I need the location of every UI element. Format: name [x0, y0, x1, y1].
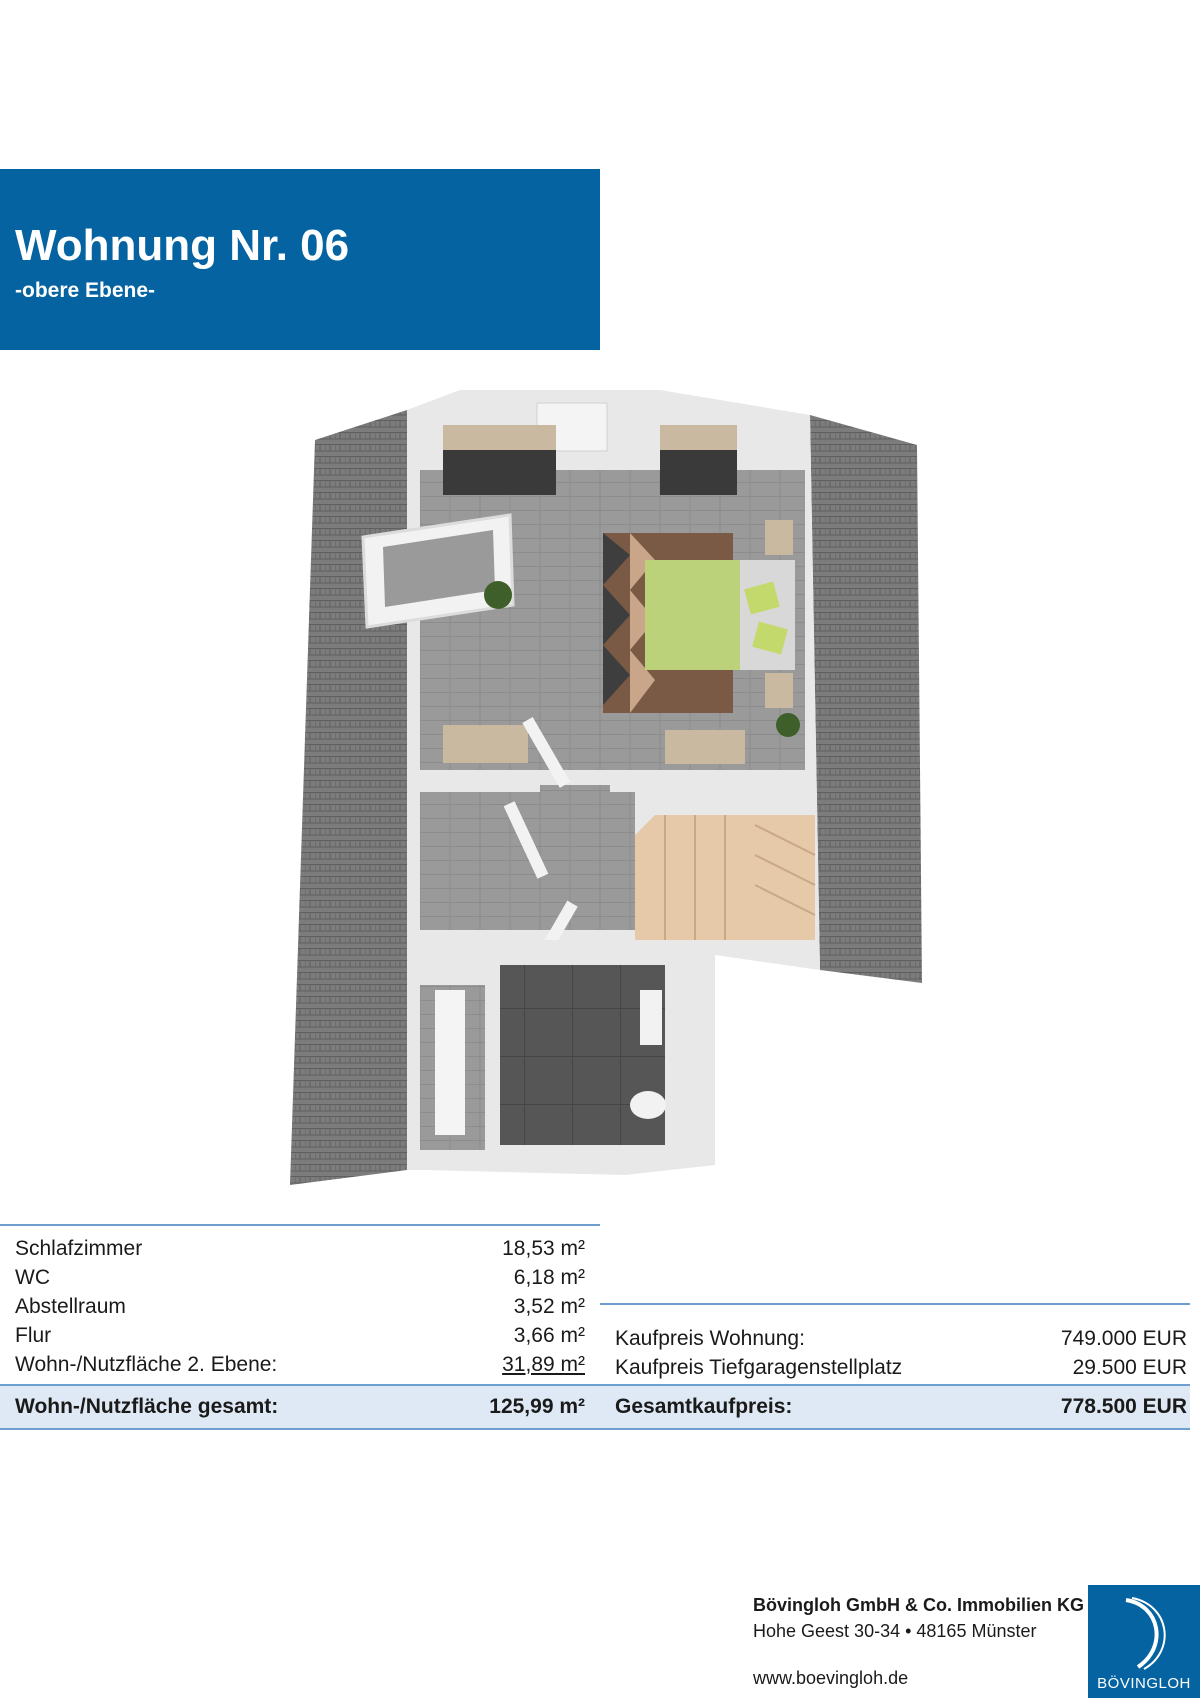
nightstand [765, 520, 793, 555]
interior-wall [420, 770, 540, 792]
price-table [600, 1303, 1190, 1382]
area-top-rule [0, 1224, 600, 1226]
area-label: Schlafzimmer [15, 1237, 143, 1260]
sink [640, 990, 662, 1045]
price-label: Kaufpreis Tiefgaragenstellplatz [615, 1356, 903, 1379]
area-row [0, 1350, 600, 1379]
logo-arc-icon [1088, 1585, 1200, 1675]
roof-left [290, 410, 407, 1185]
area-table [0, 1224, 600, 1379]
footer-address [753, 1592, 1084, 1644]
area-label: Flur [15, 1324, 52, 1347]
area-row [0, 1292, 600, 1321]
area-value: 18,53 m² [502, 1237, 585, 1260]
toilet [630, 1091, 666, 1119]
area-row [0, 1321, 600, 1350]
company-address: Hohe Geest 30-34 • 48165 Münster [753, 1621, 1037, 1641]
area-row [0, 1234, 600, 1263]
plant [484, 581, 512, 609]
area-value: 6,18 m² [513, 1266, 585, 1289]
area-label: Wohn-/Nutzfläche 2. Ebene: [15, 1353, 278, 1376]
price-top-rule [600, 1303, 1190, 1305]
page-subtitle: -obere Ebene- [15, 279, 156, 302]
total-area-label: Wohn-/Nutzfläche gesamt: [15, 1395, 279, 1418]
area-value: 3,52 m² [513, 1295, 585, 1318]
price-value: 749.000 EUR [1060, 1327, 1187, 1350]
area-value: 3,66 m² [513, 1324, 585, 1347]
company-website[interactable]: www.boevingloh.de [753, 1668, 909, 1688]
area-label: WC [15, 1266, 50, 1289]
price-row [600, 1324, 1190, 1353]
company-name: Bövingloh GmbH & Co. Immobilien KG [753, 1595, 1084, 1615]
header-banner [0, 169, 600, 350]
totals-band [0, 1384, 1190, 1430]
area-label: Abstellraum [15, 1295, 126, 1318]
price-label: Kaufpreis Wohnung: [615, 1327, 805, 1350]
total-price-label: Gesamtkaufpreis: [615, 1395, 793, 1418]
area-row [0, 1263, 600, 1292]
area-value: 31,89 m² [502, 1353, 585, 1376]
total-price-value: 778.500 EUR [1060, 1395, 1187, 1418]
logo-text: BÖVINGLOH [1097, 1675, 1191, 1692]
page-title: Wohnung Nr. 06 [15, 221, 350, 270]
hall-floor [420, 785, 635, 930]
price-value: 29.500 EUR [1072, 1356, 1187, 1379]
total-area-value: 125,99 m² [489, 1395, 585, 1418]
company-logo [1088, 1585, 1200, 1698]
floorplan-image [285, 385, 925, 1190]
price-row [600, 1353, 1190, 1382]
roof-right [810, 415, 922, 983]
